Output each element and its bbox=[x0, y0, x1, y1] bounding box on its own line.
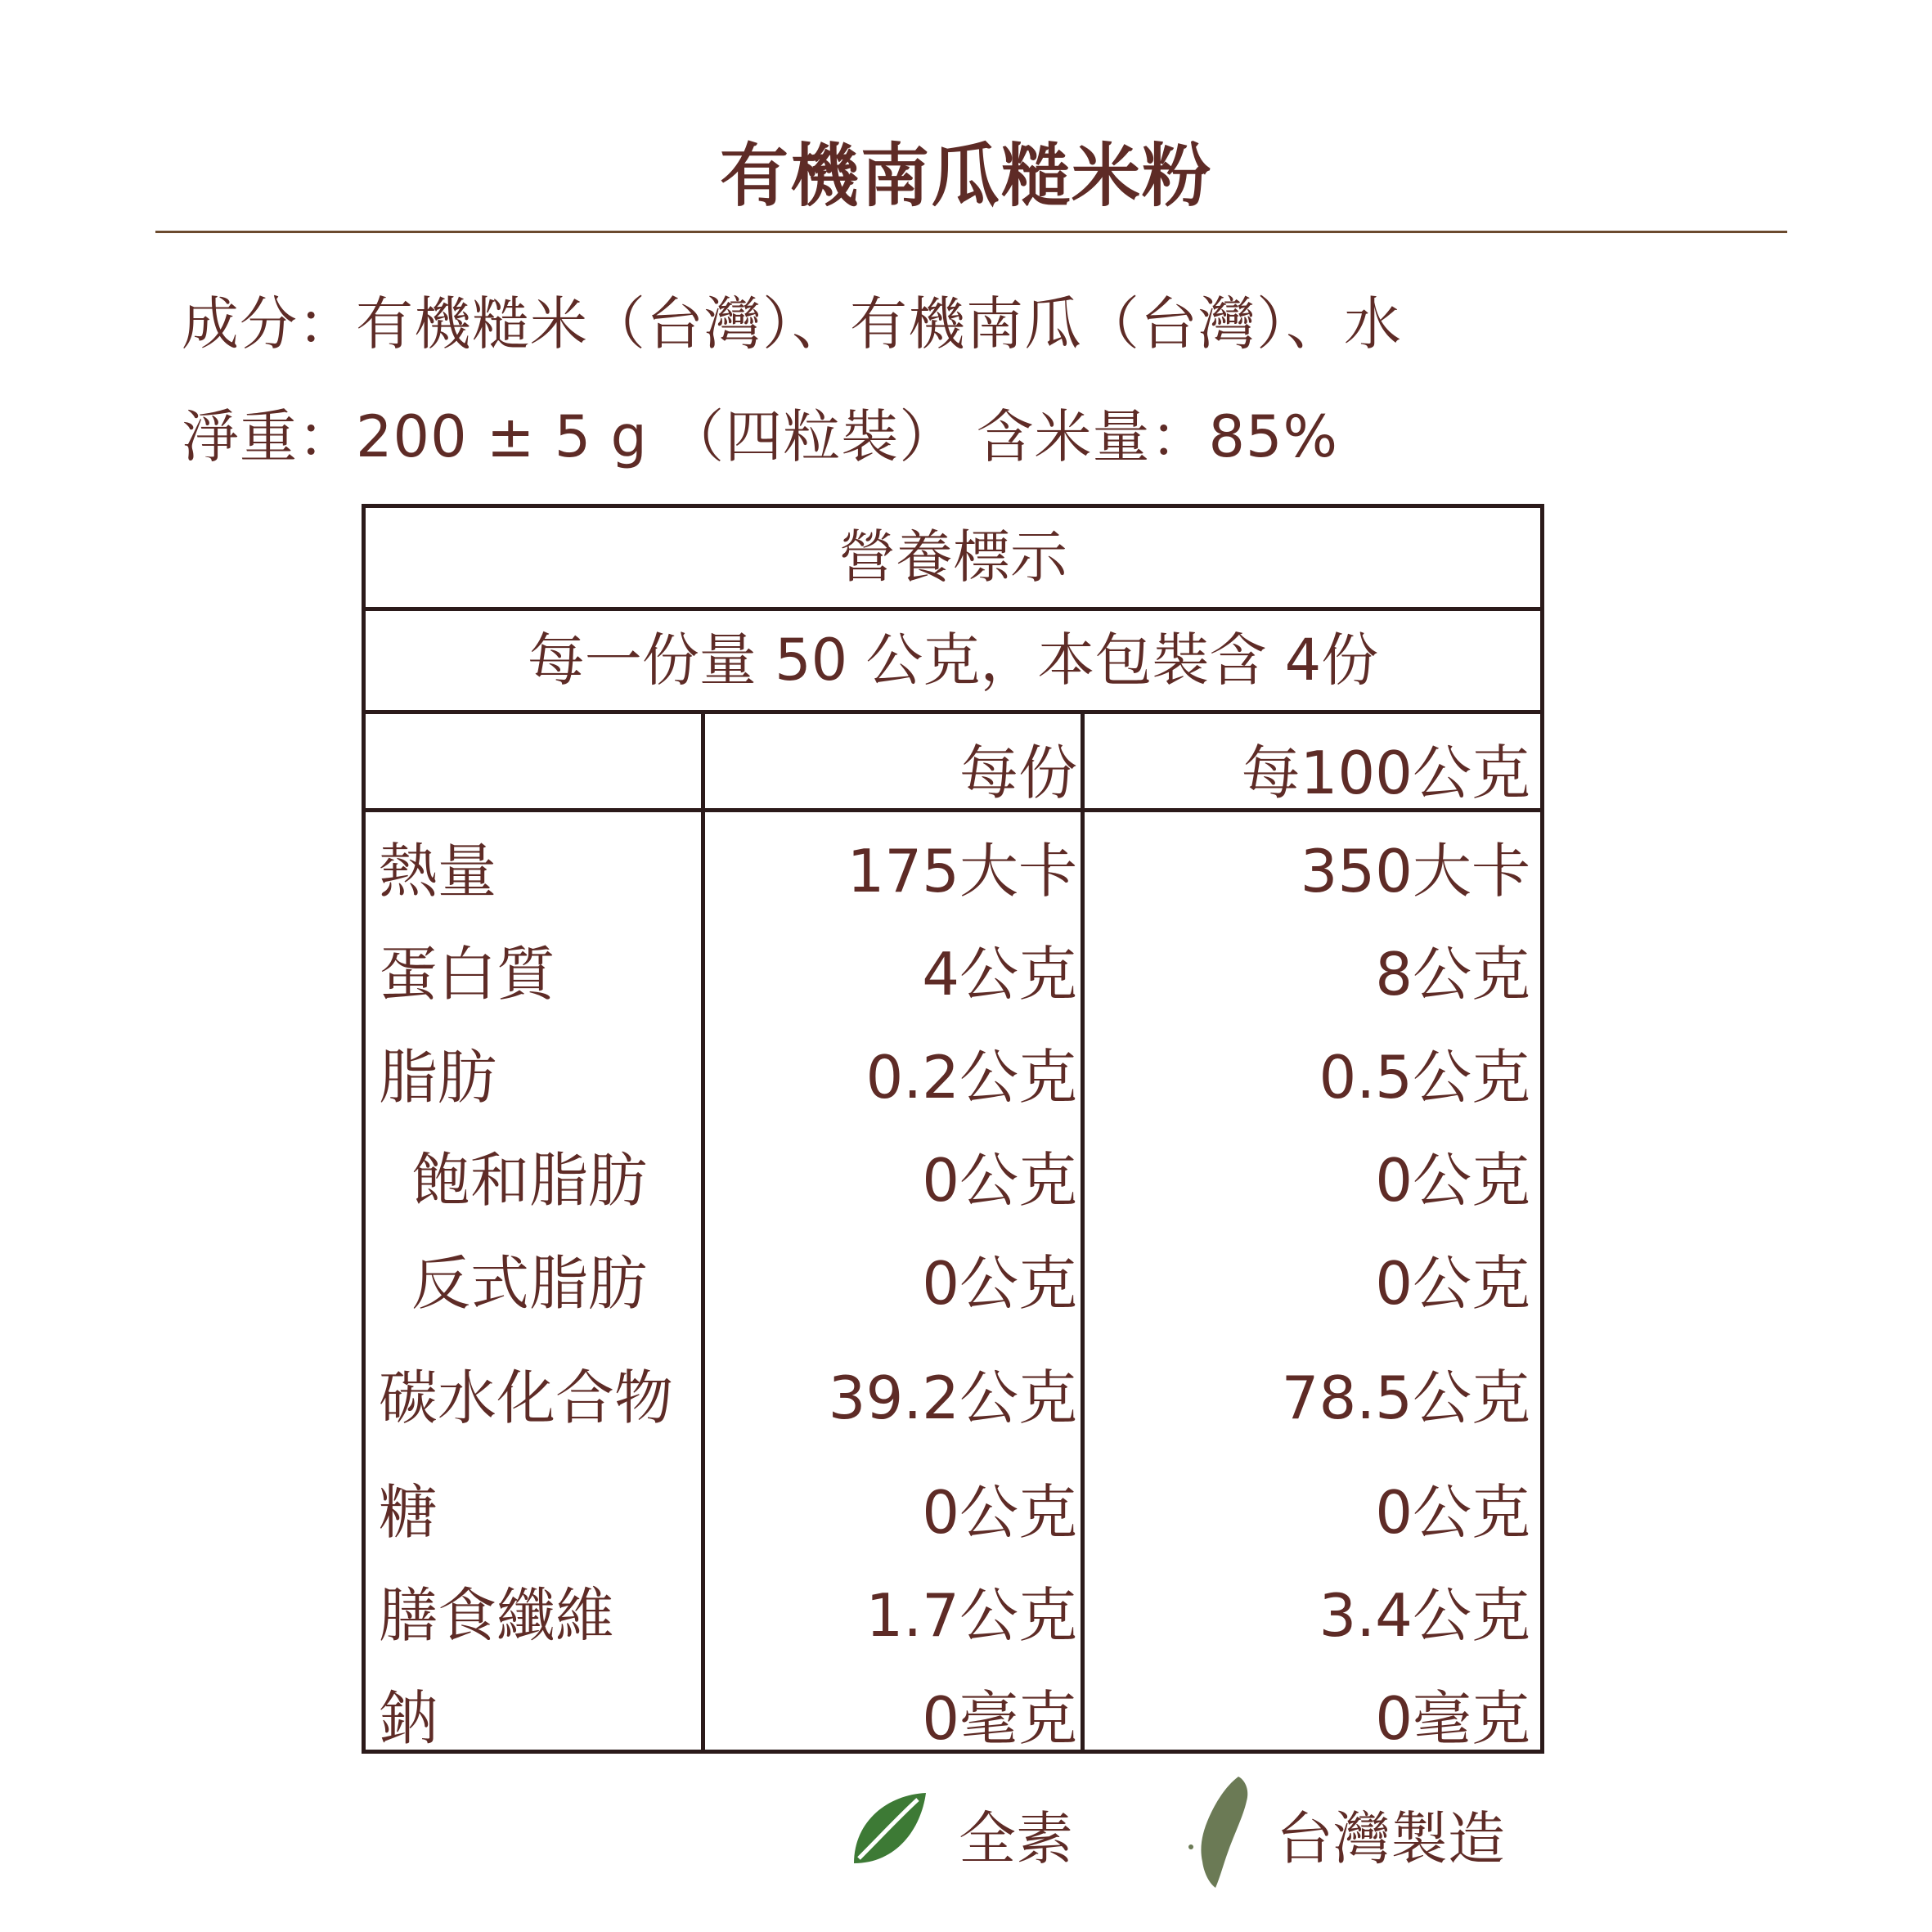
nutrition-table bbox=[362, 504, 1544, 1754]
per-serving-value: 1.7公克 bbox=[865, 1581, 1077, 1650]
per-100g-value: 8公克 bbox=[1375, 940, 1530, 1009]
nutrient-name: 飽和脂肪 bbox=[411, 1146, 648, 1215]
net-weight-line: 淨重：200 ± 5 g （四粒裝） 含米量：85% bbox=[182, 403, 1339, 470]
column-header-row bbox=[366, 714, 1540, 812]
taiwan-map-icon bbox=[1184, 1772, 1266, 1894]
per-100g-value: 0.5公克 bbox=[1319, 1043, 1530, 1112]
product-title: 有機南瓜糙米粉 bbox=[719, 136, 1212, 216]
per-serving-value: 0毫克 bbox=[922, 1684, 1077, 1753]
nutrient-name: 鈉 bbox=[379, 1684, 438, 1753]
per-serving-value: 39.2公克 bbox=[828, 1364, 1077, 1432]
nutrient-name: 反式脂肪 bbox=[411, 1249, 648, 1318]
per-100g-value: 3.4公克 bbox=[1319, 1581, 1530, 1650]
vegan-label: 全素 bbox=[959, 1805, 1073, 1872]
nutrient-name: 碳水化合物 bbox=[379, 1364, 674, 1432]
per-serving-value: 0公克 bbox=[922, 1249, 1077, 1318]
taiwan-made-label: 台灣製造 bbox=[1276, 1805, 1505, 1872]
per-serving-value: 4公克 bbox=[922, 940, 1077, 1009]
per-serving-value: 0公克 bbox=[922, 1478, 1077, 1547]
per-100g-value: 0公克 bbox=[1375, 1478, 1530, 1547]
per-serving-value: 0公克 bbox=[922, 1146, 1077, 1215]
nutrient-name: 熱量 bbox=[379, 837, 497, 905]
nutrition-heading: 營養標示 bbox=[366, 508, 1540, 611]
col-per-100g-header: 每100公克 bbox=[1241, 739, 1530, 807]
nutrient-name: 蛋白質 bbox=[379, 940, 556, 1009]
title-divider bbox=[155, 231, 1787, 233]
per-100g-value: 350大卡 bbox=[1300, 837, 1530, 905]
per-100g-value: 0公克 bbox=[1375, 1249, 1530, 1318]
column-divider bbox=[1081, 714, 1085, 1750]
ingredients-line: 成分：有機糙米（台灣）、有機南瓜（台灣）、水 bbox=[182, 290, 1402, 357]
nutrient-name: 糖 bbox=[379, 1478, 438, 1547]
per-serving-value: 0.2公克 bbox=[865, 1043, 1077, 1112]
per-serving-value: 175大卡 bbox=[847, 837, 1077, 905]
column-divider bbox=[701, 714, 705, 1750]
per-100g-value: 78.5公克 bbox=[1281, 1364, 1530, 1432]
serving-info: 每一份量 50 公克，本包裝含 4份 bbox=[366, 611, 1540, 714]
nutrient-name: 脂肪 bbox=[379, 1043, 497, 1112]
col-per-serving-header: 每份 bbox=[959, 739, 1077, 807]
per-100g-value: 0公克 bbox=[1375, 1146, 1530, 1215]
leaf-icon bbox=[847, 1788, 929, 1870]
per-100g-value: 0毫克 bbox=[1375, 1684, 1530, 1753]
nutrient-name: 膳食纖維 bbox=[379, 1581, 615, 1650]
